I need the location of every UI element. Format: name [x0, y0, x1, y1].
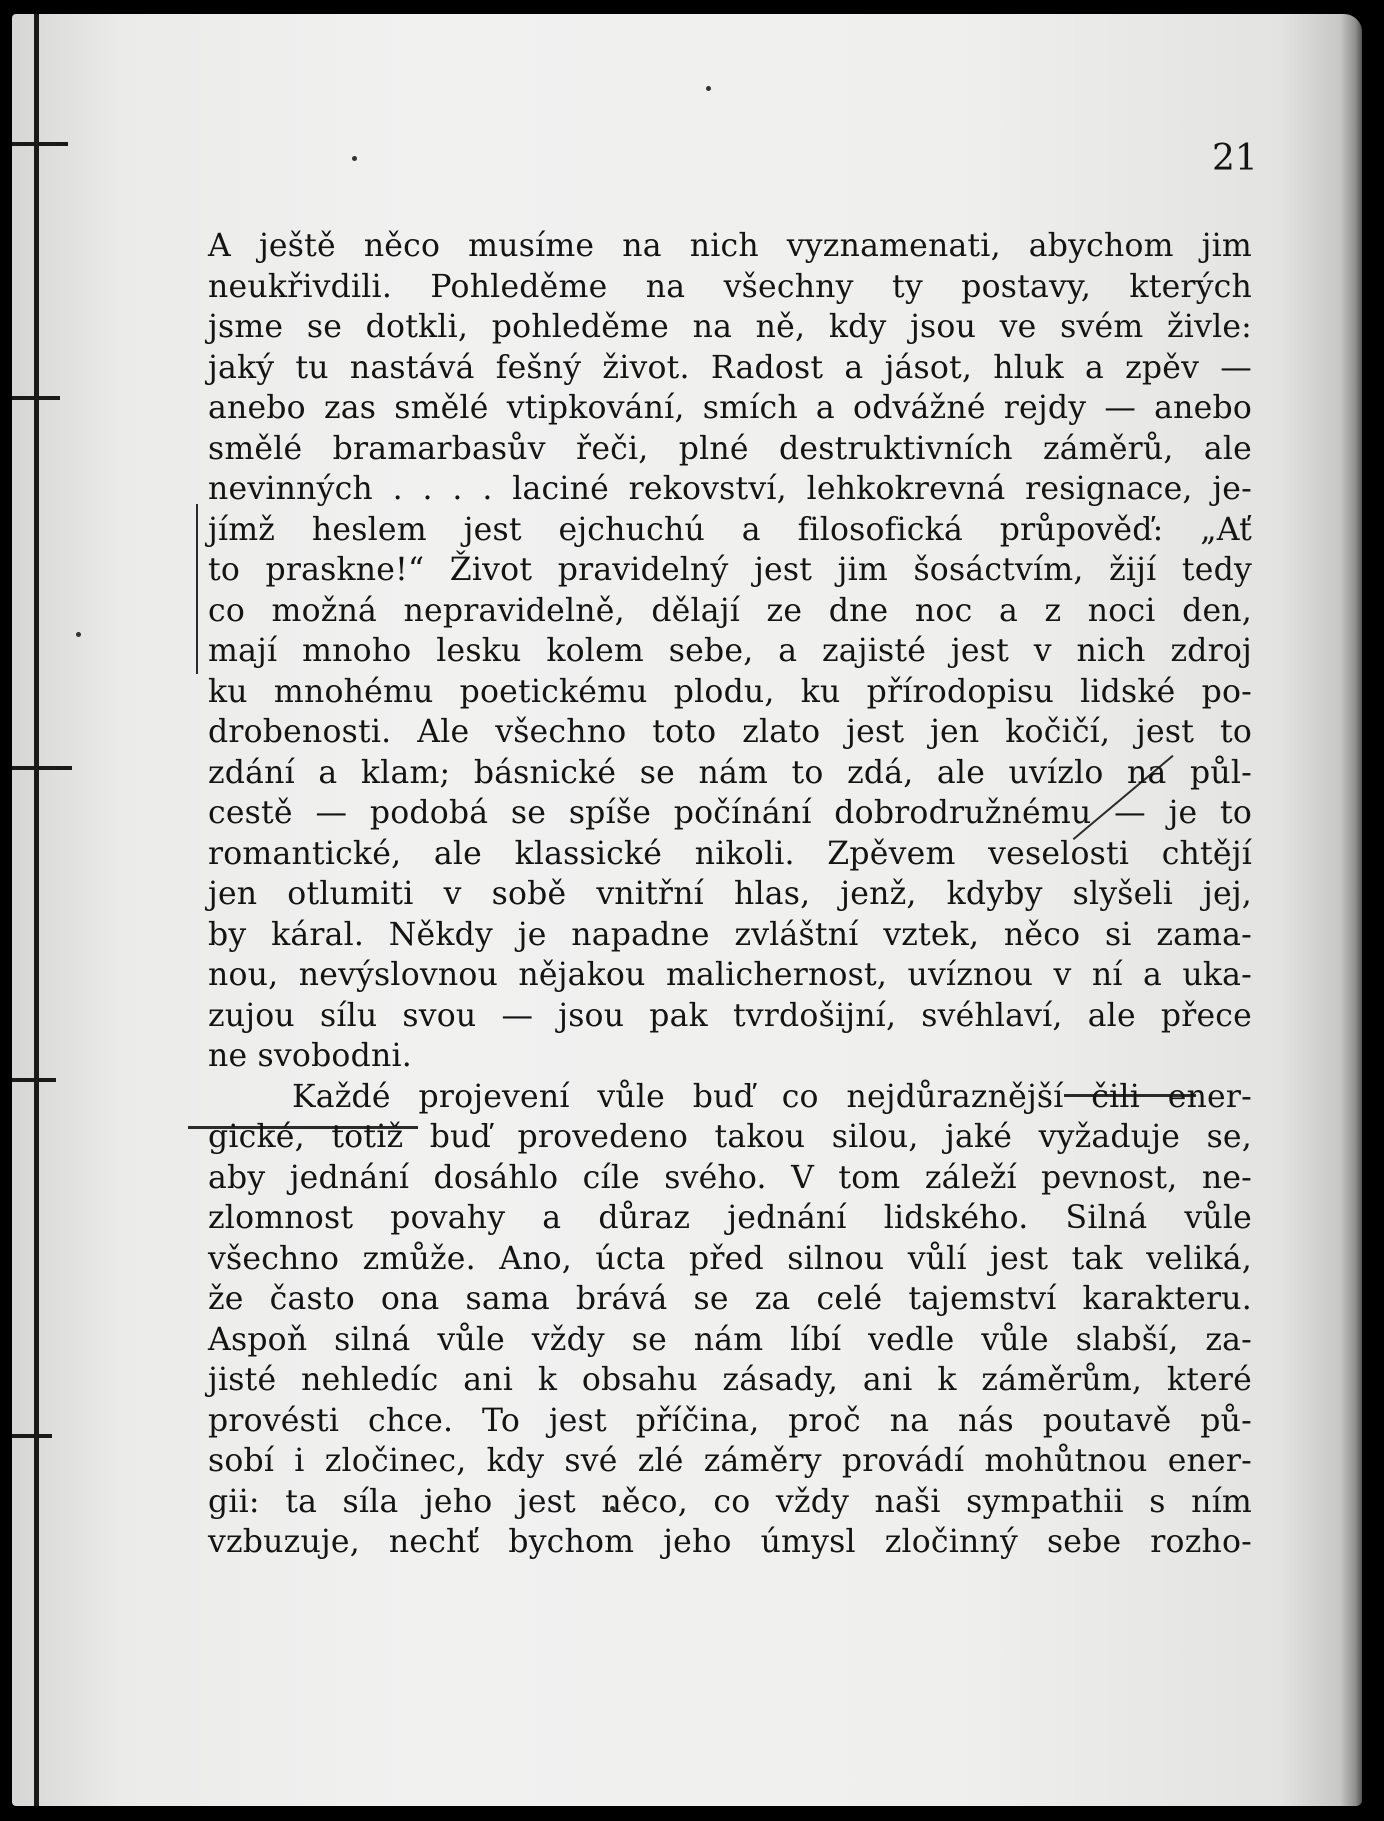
text-line: to praskne!“ Život pravidelný jest jim šosáctvím, žijí tedy	[208, 552, 1252, 588]
text-line: zdání a klam; básnické se nám to zdá, ale uvízlo na půl-	[208, 754, 1252, 791]
speck	[706, 86, 711, 91]
text-line: že často ona sama brává se za celé tajemství karakteru.	[208, 1281, 1252, 1317]
speck	[352, 156, 357, 161]
text-line: zujou sílu svou — jsou pak tvrdošijní, svéhlaví, ale přece	[208, 997, 1252, 1034]
binding-mark	[12, 396, 60, 400]
text-line: aby jednání dosáhlo cíle svého. V tom záleží pevnost, ne-	[208, 1159, 1252, 1196]
text-line: cestě — podobá se spíše počínání dobrodružnému — je to	[208, 795, 1252, 831]
text-line: romantické, ale klassické nikoli. Zpěvem veselosti chtějí	[208, 835, 1252, 872]
text-line: nou, nevýslovnou nějakou malichernost, uvíznou v ní a uka-	[208, 957, 1252, 993]
text-line: nevinných . . . . laciné rekovství, lehkokrevná resignace, je-	[208, 471, 1252, 507]
text-line: jen otlumiti v sobě vnitřní hlas, jenž, kdyby slyšeli jej,	[208, 876, 1252, 912]
text-line: Aspoň silná vůle vždy se nám líbí vedle vůle slabší, za-	[208, 1321, 1252, 1358]
text-line: A ještě něco musíme na nich vyznamenati, abychom jim	[208, 228, 1252, 264]
binding-edge	[34, 14, 39, 1806]
text-line: vzbuzuje, nechť bychom jeho úmysl zločinný sebe rozho-	[208, 1524, 1252, 1560]
page-edge-shadow	[1340, 14, 1362, 1806]
text-line: anebo zas smělé vtipkování, smích a odvážné rejdy — anebo	[208, 390, 1252, 426]
speck	[76, 632, 81, 637]
text-line: jisté nehledíc ani k obsahu zásady, ani k záměrům, které	[208, 1362, 1252, 1398]
text-line: provésti chce. To jest příčina, proč na nás poutavě pů-	[208, 1402, 1252, 1439]
body-text	[208, 226, 1252, 1563]
binding-mark	[12, 1078, 56, 1082]
text-line: by káral. Někdy je napadne zvláštní vztek, něco si zama-	[208, 916, 1252, 953]
text-line: drobenosti. Ale všechno toto zlato jest jen kočičí, jest to	[208, 714, 1252, 750]
text-line: Každé projevení vůle buď co nejdůraznější čili ener-	[292, 1078, 1252, 1115]
text-line: sobí i zločinec, kdy své zlé záměry provádí mohůtnou ener-	[208, 1443, 1252, 1479]
text-line: jímž heslem jest ejchuchú a filosofická průpověď: „Ať	[208, 511, 1252, 548]
text-line: jaký tu nastává fešný život. Radost a jásot, hluk a zpěv —	[208, 349, 1252, 386]
text-line: co možná nepravidelně, dělají ze dne noc a z noci den,	[208, 592, 1252, 629]
text-line: ne svobodni.	[208, 1038, 412, 1074]
text-line: ku mnohému poetickému plodu, ku přírodopisu lidské po-	[208, 673, 1252, 710]
book-page	[12, 14, 1362, 1806]
text-line: neukřivdili. Pohleděme na všechny ty postavy, kterých	[208, 268, 1252, 305]
page-number: 21	[1212, 138, 1258, 179]
text-line: všechno zmůže. Ano, úcta před silnou vůlí jest tak veliká,	[208, 1240, 1252, 1277]
text-line: zlomnost povahy a důraz jednání lidského. Silná vůle	[208, 1200, 1252, 1236]
binding-mark	[12, 1434, 52, 1438]
text-line: mají mnoho lesku kolem sebe, a zajisté jest v nich zdroj	[208, 633, 1252, 669]
binding-mark	[12, 142, 68, 146]
text-line: smělé bramarbasův řeči, plné destruktivních záměrů, ale	[208, 430, 1252, 467]
binding-mark	[12, 766, 72, 770]
margin-bracket	[196, 504, 208, 674]
text-line: gii: ta síla jeho jest něco, co vždy naši sympathii s ním	[208, 1483, 1252, 1520]
text-line: gické, totiž buď provedeno takou silou, jaké vyžaduje se,	[208, 1119, 1252, 1155]
text-line: jsme se dotkli, pohleděme na ně, kdy jsou ve svém živle:	[208, 309, 1252, 345]
